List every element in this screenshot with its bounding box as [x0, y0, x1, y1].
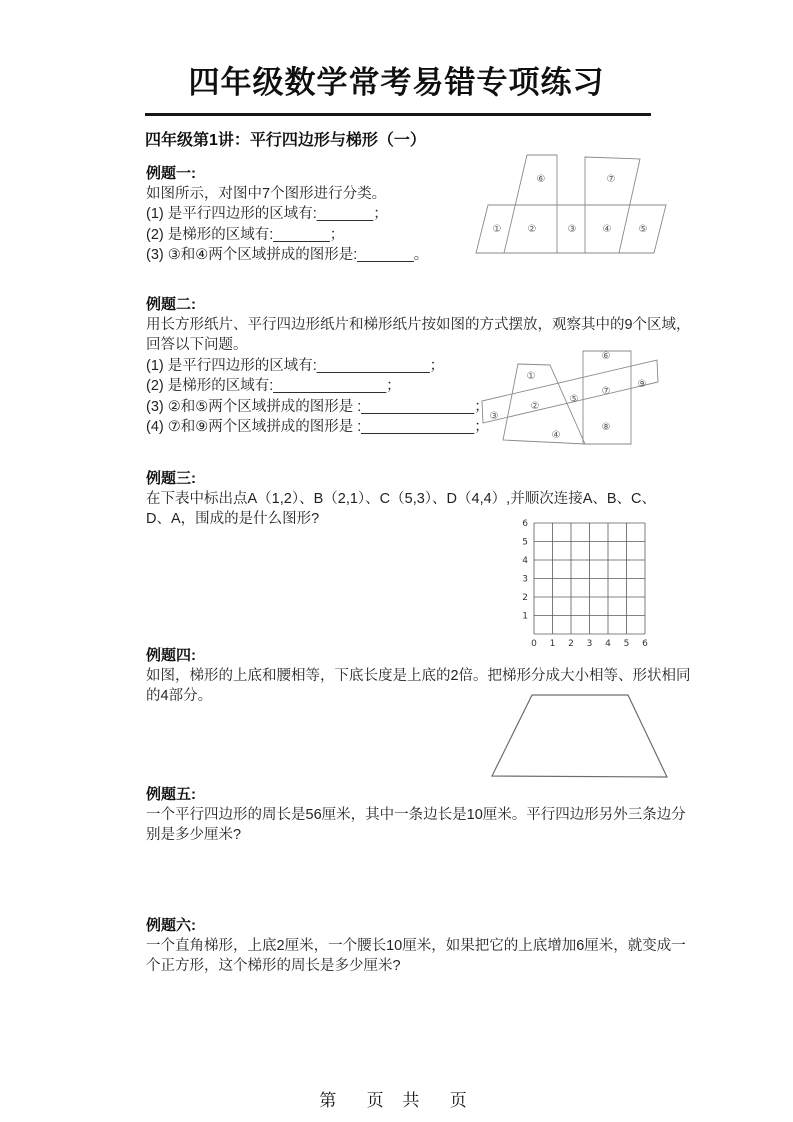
- problem-3-line: 在下表中标出点A（1,2）、B（2,1）、C（5,3）、D（4,4）,并顺次连接A、B、C、: [146, 491, 657, 507]
- trapezoid-outline: [492, 695, 667, 777]
- y-axis-tick: 3: [522, 574, 528, 585]
- problem-6-line: 一个直角梯形，上底2厘米，一个腰长10厘米，如果把它的上底增加6厘米，就变成一: [146, 938, 686, 954]
- region-label-7: ⑦: [601, 386, 611, 397]
- y-axis-tick: 1: [522, 611, 528, 622]
- region-label-3: ③: [489, 411, 499, 422]
- problem-2-line: (4) ⑦和⑨两个区域拼成的图形是 :______________；: [146, 419, 489, 436]
- x-axis-tick: 4: [605, 639, 611, 649]
- problem-6-line: 个正方形，这个梯形的周长是多少厘米?: [146, 958, 401, 975]
- x-axis-tick: 6: [642, 639, 648, 649]
- problem-5-line: 一个平行四边形的周长是56厘米，其中一条边长是10厘米。平行四边形另外三条边分: [146, 807, 686, 823]
- problem-1-line: 如图所示，对图中7个图形进行分类。: [146, 186, 387, 202]
- region-label-1: ①: [526, 371, 536, 382]
- lesson-subtitle: 四年级第1讲：平行四边形与梯形（一）: [145, 132, 426, 149]
- region-label-6: ⑥: [536, 174, 546, 185]
- problem-2-heading: 例题二:: [146, 296, 196, 313]
- region-label-4: ④: [551, 430, 561, 441]
- problem-3-heading: 例题三:: [146, 470, 196, 487]
- region-label-2: ②: [530, 401, 540, 412]
- problem-2-line: (1) 是平行四边形的区域有:______________；: [146, 357, 445, 374]
- problem-4-heading: 例题四:: [146, 647, 196, 664]
- y-axis-tick: 4: [522, 556, 528, 566]
- x-axis-tick: 0: [531, 639, 537, 649]
- region-label-8: ⑧: [601, 422, 611, 433]
- shape-6-quadrilateral: [504, 155, 557, 253]
- region-label-9: ⑨: [637, 379, 647, 390]
- page-title: 四年级数学常考易错专项练习: [188, 65, 605, 100]
- figure-overlapping-papers: [478, 338, 670, 462]
- problem-1-heading: 例题一:: [146, 165, 196, 182]
- title-underline: [145, 113, 651, 116]
- problem-3-line: D、A，围成的是什么图形?: [146, 511, 320, 528]
- x-axis-tick: 3: [586, 639, 593, 649]
- problem-5-line: 别是多少厘米?: [146, 827, 242, 844]
- page-footer: 第 页 共 页: [319, 1091, 474, 1110]
- region-label-4: ④: [602, 224, 612, 235]
- region-label-7: ⑦: [606, 174, 616, 185]
- x-axis-tick: 5: [623, 639, 630, 649]
- problem-2-line: (2) 是梯形的区域有:______________；: [146, 378, 401, 395]
- figure-trapezoid: [470, 688, 690, 784]
- x-axis-tick: 1: [549, 639, 556, 649]
- region-label-3: ③: [567, 224, 577, 235]
- problem-6: [146, 915, 686, 977]
- region-label-2: ②: [527, 224, 537, 235]
- figure-coordinate-grid: [508, 512, 676, 654]
- problem-1-line: (2) 是梯形的区域有:_______；: [146, 226, 345, 243]
- y-axis-tick: 2: [522, 593, 528, 603]
- region-label-5: ⑤: [638, 224, 648, 235]
- problem-4-line: 如图，梯形的上底和腰相等，下底长度是上底的2倍。把梯形分成大小相等、形状相同: [146, 668, 691, 684]
- problem-6-heading: 例题六:: [146, 917, 196, 934]
- y-axis-tick: 6: [522, 519, 528, 529]
- region-label-1: ①: [492, 224, 502, 235]
- region-label-5: ⑤: [569, 394, 579, 405]
- problem-5: [146, 784, 686, 846]
- problem-2-line: 用长方形纸片、平行四边形纸片和梯形纸片按如图的方式摆放，观察其中的9个区域，: [146, 317, 691, 333]
- y-axis-tick: 5: [522, 537, 528, 548]
- problem-2-line: 回答以下问题。: [146, 337, 248, 354]
- figure-shape-classification: [470, 148, 690, 260]
- problem-5-heading: 例题五:: [146, 786, 196, 803]
- problem-4-line: 的4部分。: [146, 688, 213, 705]
- problem-1-line: (3) ③和④两个区域拼成的图形是:_______。: [146, 247, 429, 264]
- problem-2-line: (3) ②和⑤两个区域拼成的图形是 :______________；: [146, 398, 489, 415]
- x-axis-tick: 2: [568, 639, 574, 649]
- problem-1-line: (1) 是平行四边形的区域有:_______；: [146, 206, 388, 223]
- region-label-6: ⑥: [601, 351, 611, 362]
